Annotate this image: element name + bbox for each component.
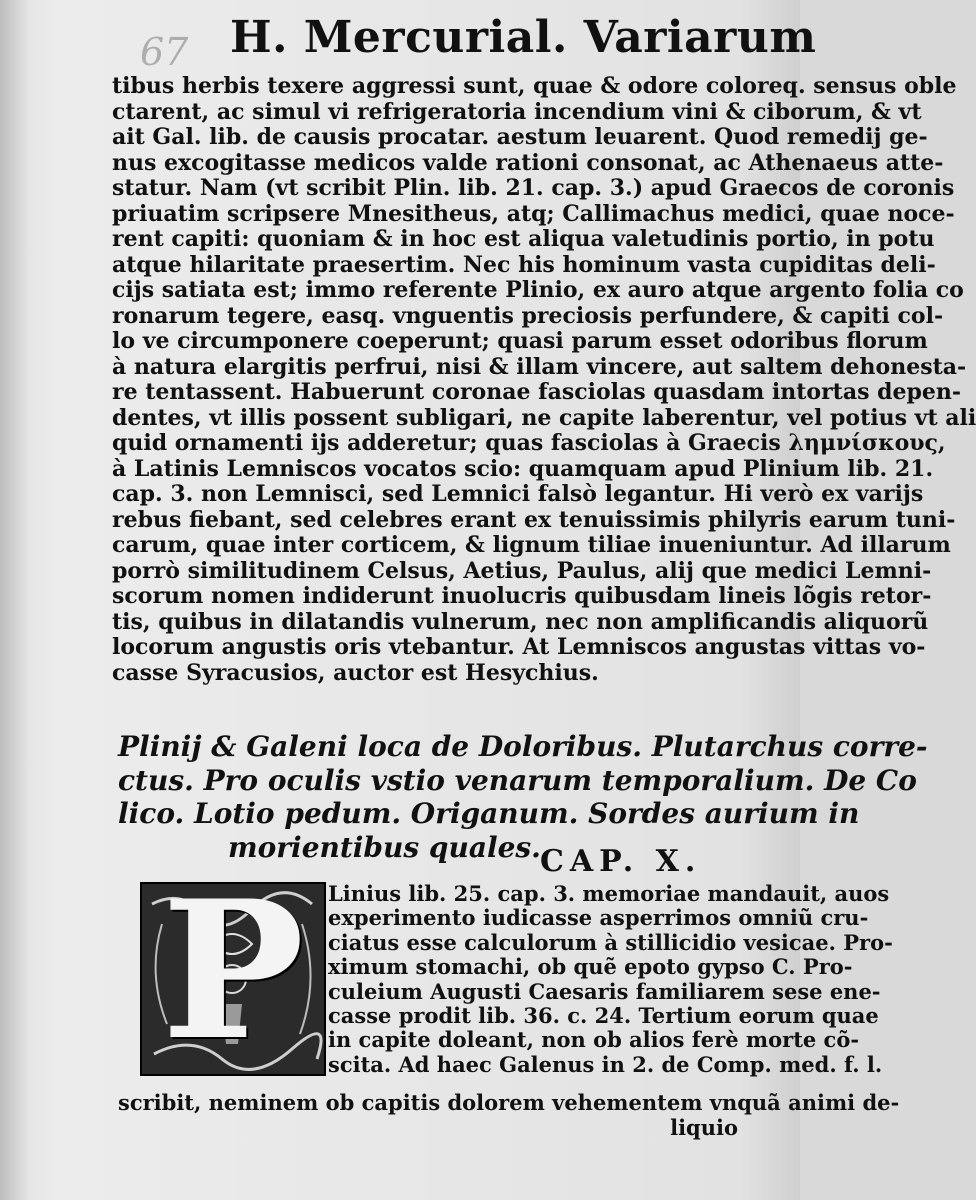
text-line: scita. Ad haec Galenus in 2. de Comp. med. f. l. [328, 1051, 883, 1077]
text-line: quid ornamenti ijs adderetur; quas fasciolas à Graecis λημνίσκους, [112, 430, 946, 456]
text-line: statur. Nam (vt scribit Plin. lib. 21. cap. 3.) apud Graecos de coronis [112, 175, 955, 201]
text-line: tibus herbis texere aggressi sunt, quae & odore coloreq. sensus oble [112, 73, 957, 99]
text-line: experimento iudicasse asperrimos omniũ cru- [328, 905, 869, 931]
text-line: à natura elargitis perfrui, nisi & illam vincere, aut saltem dehonesta- [112, 353, 967, 380]
text-line: Linius lib. 25. cap. 3. memoriae mandauit, auos [328, 881, 890, 906]
chapter-number: CAP. X. [540, 844, 702, 879]
text-line: culeium Augusti Caesaris familiarem sese ene- [328, 978, 881, 1004]
chapter-opening-text [328, 881, 893, 1077]
text-line: nus excogitasse medicos valde rationi consonat, ac Athenaeus atte- [112, 149, 944, 176]
text-line: rebus fiebant, sed celebres erant ex tenuissimis philyris earum tuni- [112, 506, 956, 533]
text-line: ctarent, ac simul vi refrigeratoria incendium vini & ciborum, & vt [112, 98, 922, 125]
text-line: lo ve circumponere coeperunt; quasi parum esset odoribus florum [112, 328, 928, 354]
chapter-continuation [118, 1090, 900, 1140]
text-line: in capite doleant, non ob alios ferè morte cõ- [328, 1027, 860, 1053]
text-line: carum, quae inter corticem, & lignum tiliae inueniuntur. Ad illarum [112, 532, 951, 558]
heading-line: lico. Lotio pedum. Origanum. Sordes aurium in [118, 797, 860, 830]
text-line: porrò similitudinem Celsus, Aetius, Paulus, alij que medici Lemni- [112, 557, 932, 584]
text-line: ait Gal. lib. de causis procatar. aestum leuarent. Quod remedij ge- [112, 124, 928, 150]
text-line: dentes, vt illis possent subligari, ne capite laberentur, vel potius vt ali [112, 404, 976, 431]
text-line: tis, quibus in dilatandis vulnerum, nec non amplificandis aliquorũ [112, 608, 929, 635]
text-line: cijs satiata est; immo referente Plinio, ex auro atque argento folia co [112, 277, 964, 303]
text-line: casse Syracusios, auctor est Hesychius. [112, 659, 599, 686]
text-line: re tentassent. Habuerunt coronae fasciolas quasdam intortas depen- [112, 379, 962, 405]
text-line: priuatim scripsere Mnesitheus, atq; Callimachus medici, quae noce- [112, 200, 955, 227]
text-line: scribit, neminem ob capitis dolorem vehementem vnquã animi de- [118, 1090, 900, 1115]
text-line: ciatus esse calculorum à stillicidio vesicae. Pro- [328, 929, 893, 955]
running-head: H. Mercurial. Variarum [230, 12, 817, 63]
initial-letter: P [161, 859, 305, 1082]
text-line: casse prodit lib. 36. c. 24. Tertium eorum quae [328, 1003, 879, 1029]
text-line: scorum nomen indiderunt inuolucris quibusdam lineis lõgis retor- [112, 583, 932, 609]
text-line: locorum angustis oris vtebantur. At Lemniscos angustas vittas vo- [112, 634, 926, 660]
folio-number: 67 [140, 30, 189, 74]
text-line: rent capiti: quoniam & in hoc est aliqua valetudinis portio, in potu [112, 226, 935, 252]
text-line: ximum stomachi, ob quẽ epoto gypso C. Pro- [328, 954, 853, 980]
text-line: à Latinis Lemniscos vocatos scio: quamquam apud Plinium lib. 21. [112, 455, 934, 482]
catchword: liquio [670, 1115, 738, 1140]
text-line: ronarum tegere, easq. vnguentis preciosis perfundere, & capiti col- [112, 302, 944, 329]
heading-line: Plinij & Galeni loca de Doloribus. Plutarchus corre- [118, 730, 928, 763]
text-line: cap. 3. non Lemnisci, sed Lemnici falsò legantur. Hi verò ex varijs [112, 481, 924, 507]
decorated-initial [140, 859, 326, 1082]
text-line: atque hilaritate praesertim. Nec his hominum vasta cupiditas deli- [112, 251, 936, 278]
heading-line: ctus. Pro oculis vstio venarum temporalium. De Co [118, 763, 917, 797]
heading-line: morientibus quales. [228, 830, 541, 864]
body-text [112, 73, 976, 686]
